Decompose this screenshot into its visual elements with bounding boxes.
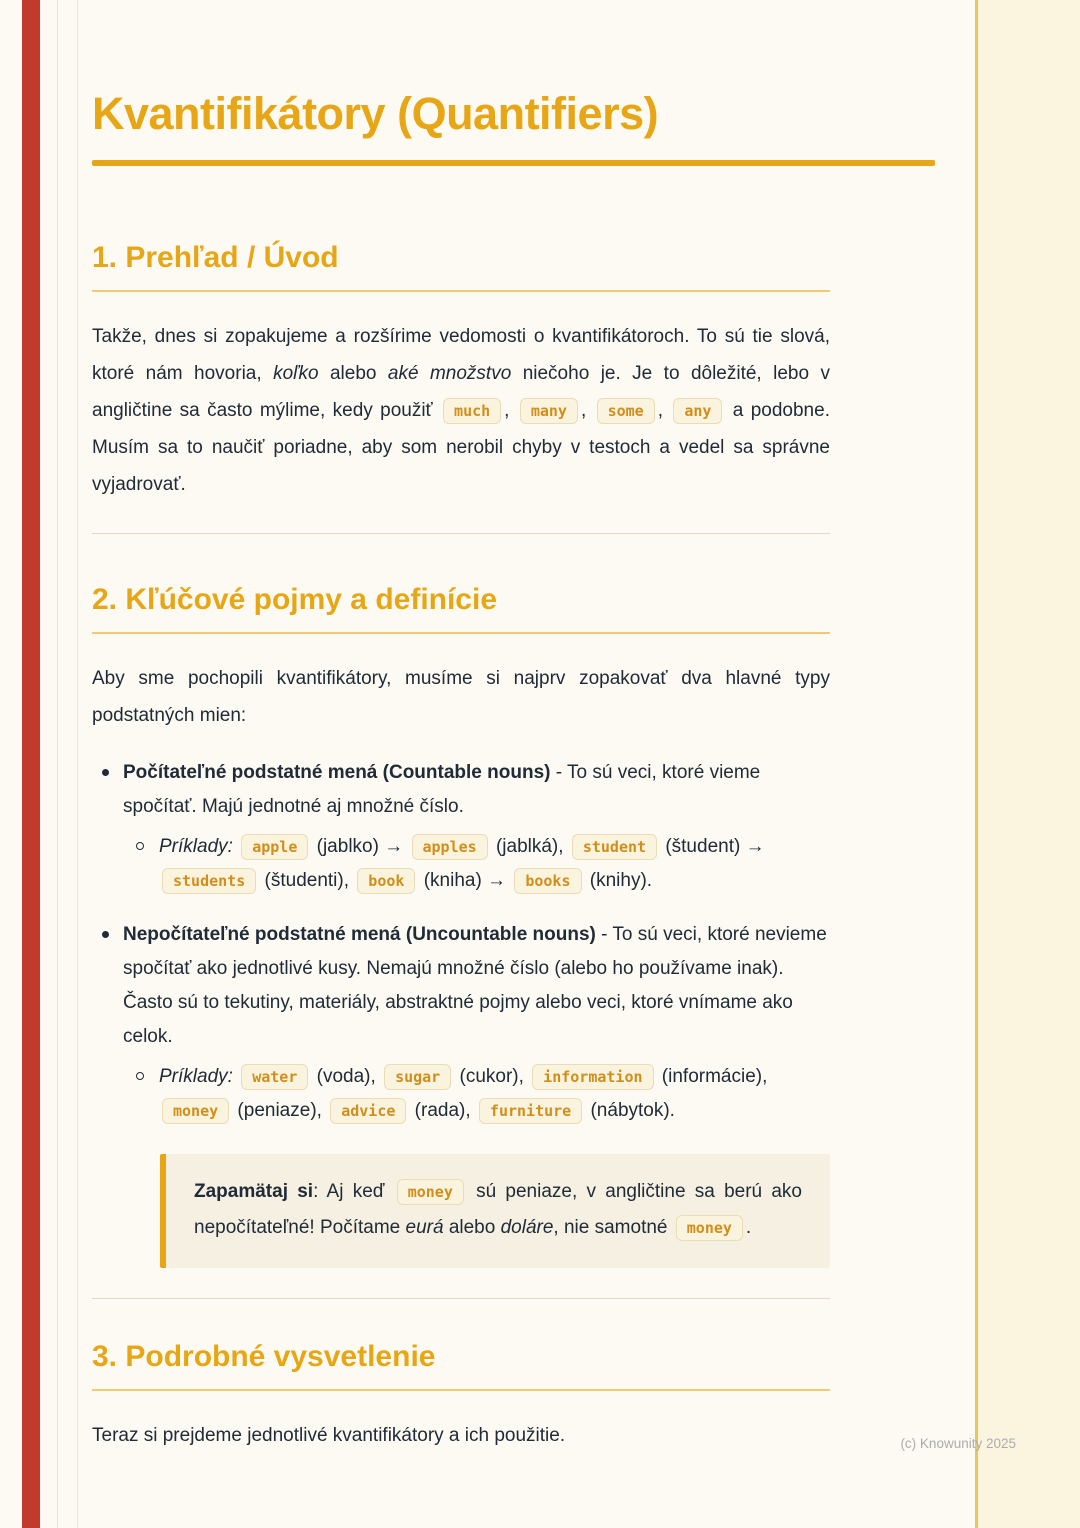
text-segment: (nábytok). (585, 1099, 675, 1121)
code-chip: money (397, 1179, 464, 1205)
uncountable-examples-list (123, 1060, 830, 1128)
code-chip: much (443, 398, 501, 424)
callout-note (160, 1154, 830, 1268)
left-red-margin-bar (22, 0, 40, 1528)
noun-types-list (92, 756, 830, 1128)
code-chip: advice (330, 1098, 406, 1124)
text-segment: Počítateľné podstatné mená (Countable nouns) (123, 761, 551, 783)
countable-definition (123, 756, 830, 824)
text-segment: (informácie), (656, 1065, 768, 1087)
text-segment: a podobne. Musím sa to naučiť poriadne, aby som nerobil chyby v testoch a vedel sa správne vyjadrovať. (92, 399, 830, 495)
section-heading-overview: 1. Prehľad / Úvod (92, 240, 830, 292)
section-divider (92, 1298, 830, 1299)
text-segment: . (745, 1216, 752, 1238)
text-segment: (jablko) → (311, 835, 409, 857)
details-paragraph: Teraz si prejdeme jednotlivé kvantifikátory a ich použitie. (92, 1424, 566, 1446)
text-segment: - To sú veci, ktoré vieme spočítať. Majú jednotné aj množné číslo. (123, 761, 761, 817)
text-segment: Nepočítateľné podstatné mená (Uncountable nouns) (123, 923, 596, 945)
list-item-countable-examples (123, 830, 830, 898)
countable-examples-list (123, 830, 830, 898)
text-segment: eurá (405, 1216, 444, 1238)
countable-examples (159, 830, 830, 898)
right-margin-strip (978, 0, 1080, 1528)
text-segment: : Aj keď (313, 1180, 394, 1202)
text-segment: (peniaze), (232, 1099, 328, 1121)
document-content (92, 88, 935, 1454)
list-item-countable-nouns (92, 756, 830, 898)
text-segment: (jablká), (490, 835, 569, 857)
code-chip: apple (241, 834, 308, 860)
text-segment: alebo (443, 1216, 501, 1238)
code-chip: furniture (479, 1098, 582, 1124)
code-chip: many (520, 398, 578, 424)
text-segment: niečoho je. Je to dôležité, lebo v angličtine sa často mýlime, kedy použiť (92, 362, 830, 421)
text-segment: (knihy). (584, 869, 653, 891)
overview-paragraph (92, 318, 830, 503)
code-chip: book (357, 868, 415, 894)
right-margin-line (975, 0, 978, 1528)
text-segment: (študenti), (259, 869, 355, 891)
text-segment: - To sú veci, ktoré nevieme spočítať ako jednotlivé kusy. Nemajú množné číslo (alebo ho používame inak). Často sú to tekutiny, materiály, abstraktné pojmy alebo veci, ktoré vnímame ako celok. (123, 923, 827, 1047)
text-segment: (cukor), (454, 1065, 530, 1087)
callout-text (194, 1174, 802, 1246)
section-divider (92, 533, 830, 534)
code-chip: any (673, 398, 722, 424)
code-chip: apples (412, 834, 488, 860)
uncountable-examples (159, 1060, 830, 1128)
list-item-uncountable-examples (123, 1060, 830, 1128)
section-heading-details: 3. Podrobné vysvetlenie (92, 1339, 830, 1391)
text-segment: doláre (500, 1216, 554, 1238)
section-key-terms (92, 582, 935, 1268)
text-segment: Zapamätaj si (194, 1180, 314, 1202)
text-segment: , (504, 399, 517, 421)
text-segment: Príklady: (159, 835, 239, 857)
code-chip: water (241, 1064, 308, 1090)
text-segment: Príklady: (159, 1065, 239, 1087)
uncountable-definition (123, 918, 830, 1054)
list-item-uncountable-nouns (92, 918, 830, 1128)
title-rule (92, 160, 935, 166)
code-chip: information (532, 1064, 653, 1090)
code-chip: books (514, 868, 581, 894)
code-chip: students (162, 868, 256, 894)
text-segment: (študent) → (660, 835, 765, 857)
text-segment: , (580, 399, 594, 421)
code-chip: sugar (384, 1064, 451, 1090)
text-segment: , nie samotné (553, 1216, 673, 1238)
code-chip: student (572, 834, 657, 860)
text-segment: (rada), (409, 1099, 476, 1121)
text-segment: sú peniaze, v angličtine sa berú ako nepočítateľné! Počítame (194, 1180, 802, 1238)
text-segment: aké množstvo (387, 362, 512, 384)
text-segment: (kniha) → (418, 869, 512, 891)
section-heading-key-terms: 2. Kľúčové pojmy a definície (92, 582, 830, 634)
copyright-watermark: (c) Knowunity 2025 (900, 1436, 1016, 1451)
notebook-vertical-line (77, 0, 78, 1528)
page-title: Kvantifikátory (Quantifiers) (92, 88, 659, 139)
text-segment: alebo (318, 362, 388, 384)
key-terms-intro: Aby sme pochopili kvantifikátory, musíme si najprv zopakovať dva hlavné typy podstatných mien: (92, 667, 830, 726)
code-chip: some (597, 398, 655, 424)
text-segment: (voda), (311, 1065, 382, 1087)
code-chip: money (676, 1215, 743, 1241)
text-segment: koľko (273, 362, 319, 384)
notebook-vertical-line (57, 0, 58, 1528)
code-chip: money (162, 1098, 229, 1124)
section-details (92, 1339, 935, 1454)
text-segment: Takže, dnes si zopakujeme a rozšírime vedomosti o kvantifikátoroch. To sú tie slová, ktoré nám hovoria, (92, 325, 830, 384)
section-overview (92, 240, 935, 503)
text-segment: , (657, 399, 671, 421)
